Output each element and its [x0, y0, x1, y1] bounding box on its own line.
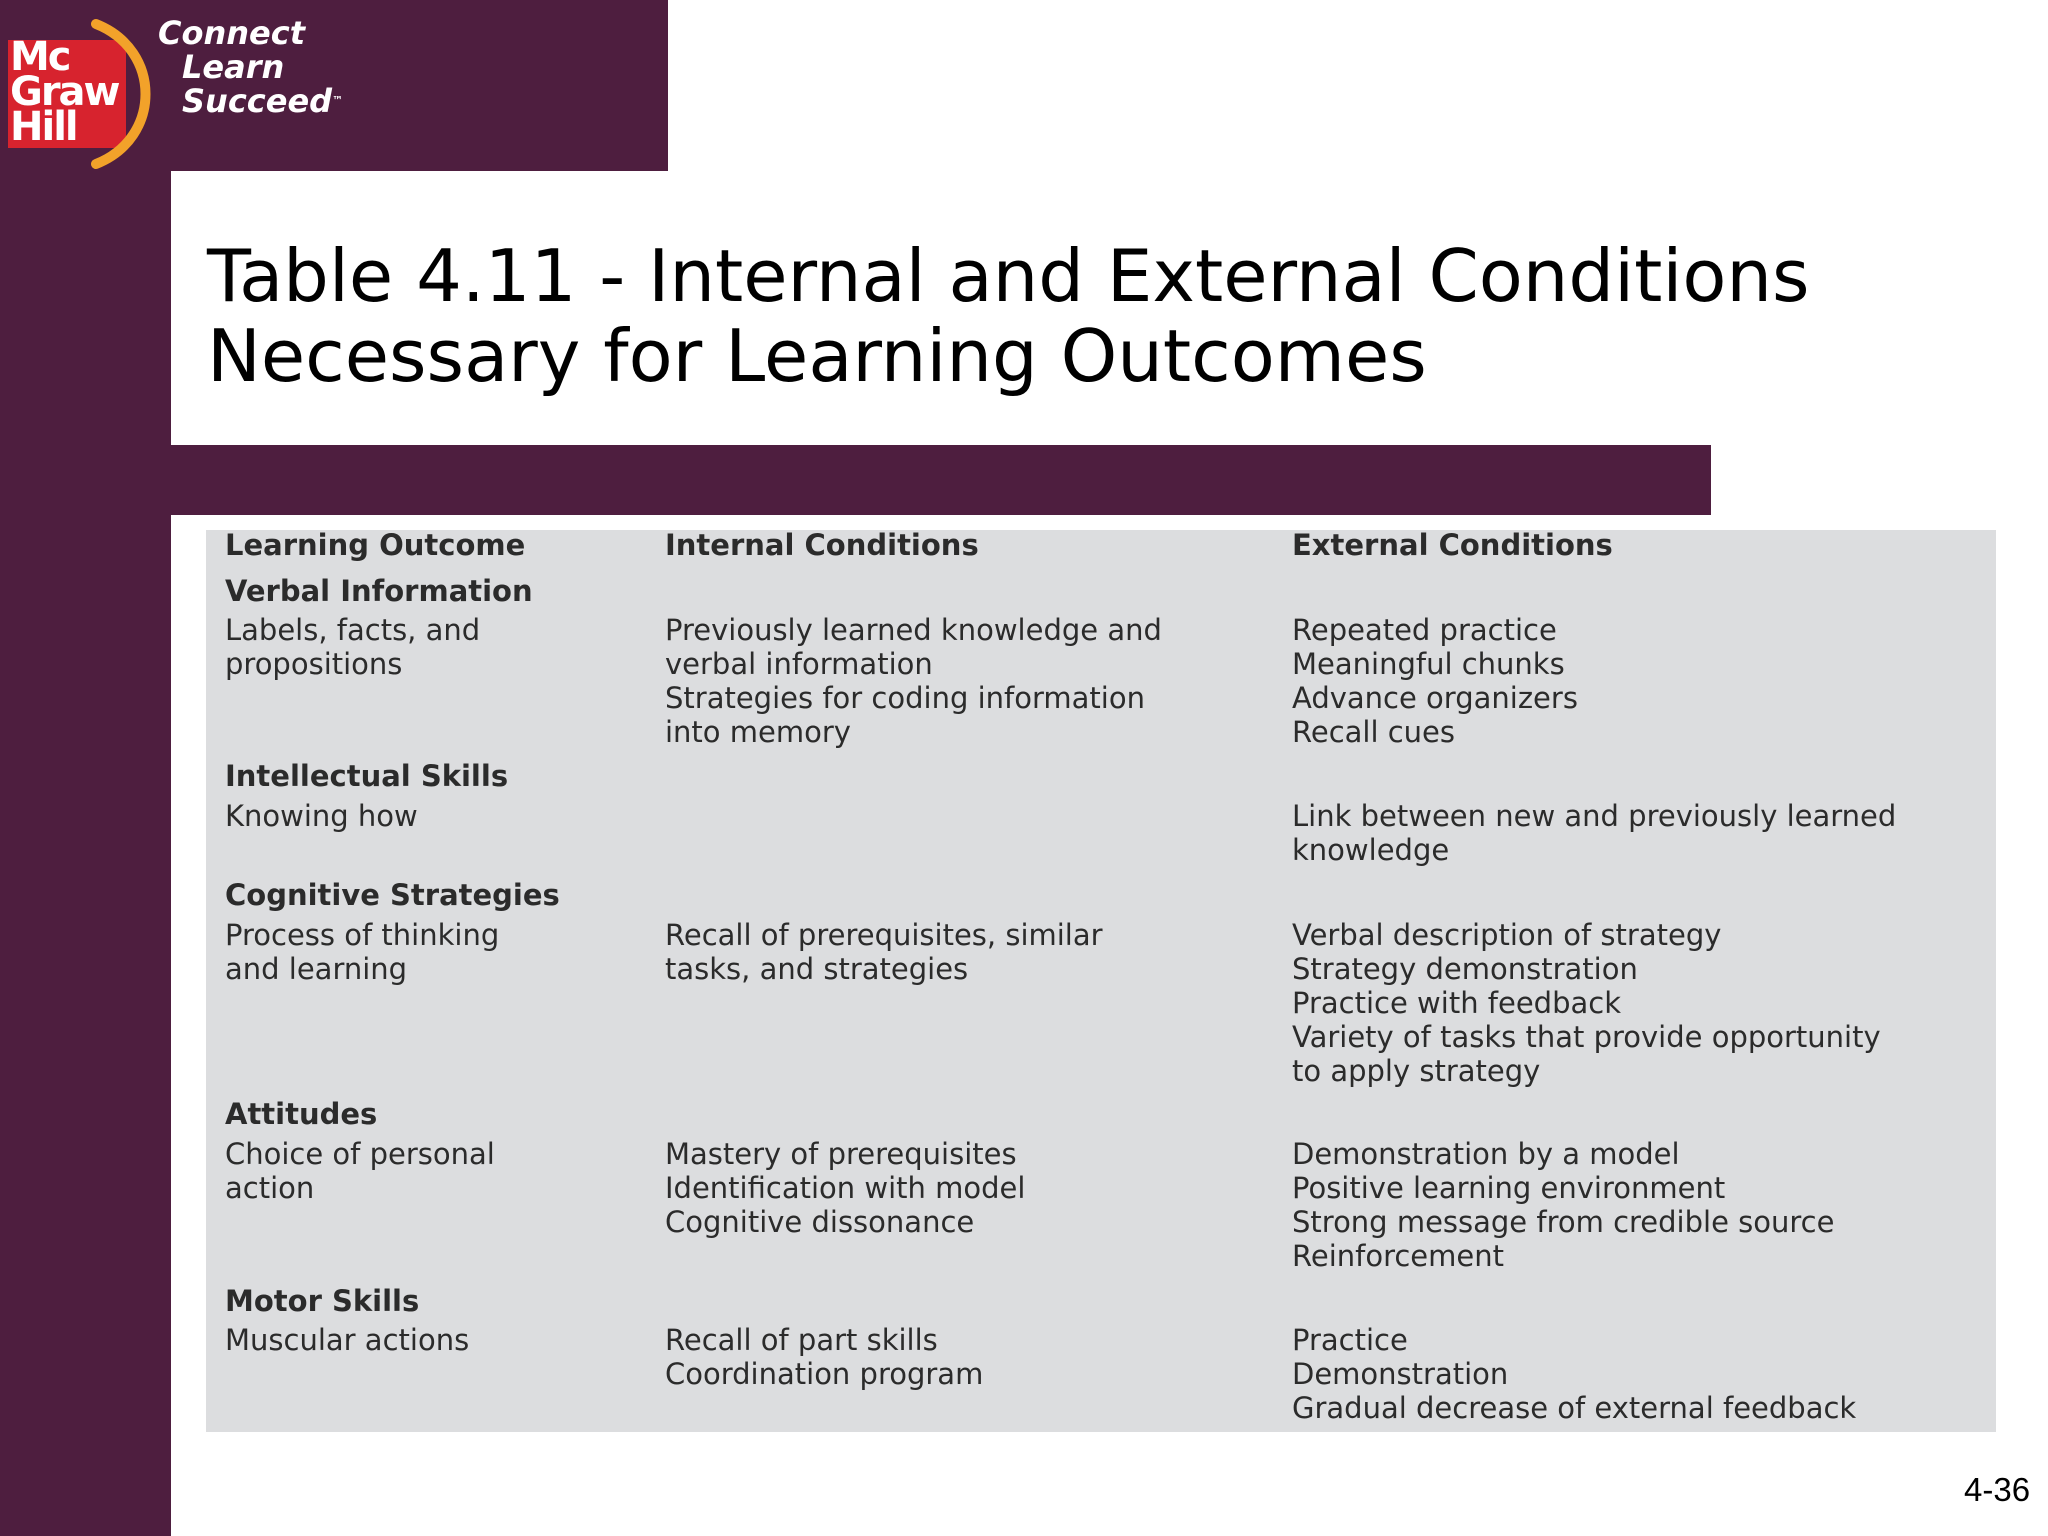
external-conditions-cell: Link between new and previously learned knowledge [1292, 799, 1897, 867]
divider-band [171, 445, 1711, 515]
internal-conditions-cell: Mastery of prerequisites Identification with model Cognitive dissonance [665, 1137, 1026, 1239]
logo-brand-line: Hill [10, 104, 77, 150]
column-header-external-conditions: External Conditions [1292, 528, 1613, 562]
external-conditions-cell: Verbal description of strategy Strategy demonstration Practice with feedback Variety of tasks that provide opportunity to apply strategy [1292, 918, 1881, 1088]
tagline-succeed: Succeed [182, 82, 333, 120]
slide-title-line-1: Table 4.11 - Internal and External Conditions [207, 234, 1810, 318]
column-header-learning-outcome: Learning Outcome [225, 528, 526, 562]
tagline-connect: Connect [158, 14, 305, 52]
logo-brand-line: Graw [10, 69, 119, 115]
internal-conditions-cell: Recall of prerequisites, similar tasks, and strategies [665, 918, 1103, 986]
tagline-succeed-row [158, 84, 343, 118]
mcgraw-hill-logo [0, 0, 352, 171]
internal-conditions-cell: Previously learned knowledge and verbal information Strategies for coding information into memory [665, 613, 1162, 749]
outcome-cell: Choice of personal action [225, 1137, 495, 1205]
outcome-cell: Process of thinking and learning [225, 918, 500, 986]
logo-tagline [158, 16, 343, 118]
page-number: 4-36 [1964, 1471, 2031, 1508]
internal-conditions-cell: Recall of part skills Coordination program [665, 1323, 984, 1391]
left-sidebar-band [0, 0, 171, 1536]
category-cognitive-strategies: Cognitive Strategies [225, 878, 560, 912]
outcome-cell: Muscular actions [225, 1323, 470, 1357]
category-intellectual-skills: Intellectual Skills [225, 759, 509, 793]
logo-brand-text [10, 34, 130, 150]
tagline-learn: Learn [182, 48, 285, 86]
trademark-mark: ™ [332, 94, 344, 107]
slide-title-line-2: Necessary for Learning Outcomes [207, 314, 1427, 398]
category-motor-skills: Motor Skills [225, 1284, 420, 1318]
external-conditions-cell: Demonstration by a model Positive learning environment Strong message from credible source Reinforcement [1292, 1137, 1835, 1273]
outcome-cell: Knowing how [225, 799, 418, 833]
category-verbal-information: Verbal Information [225, 574, 533, 608]
external-conditions-cell: Repeated practice Meaningful chunks Advance organizers Recall cues [1292, 613, 1578, 749]
category-attitudes: Attitudes [225, 1097, 378, 1131]
slide-title [207, 236, 2007, 396]
outcome-cell: Labels, facts, and propositions [225, 613, 481, 681]
column-header-internal-conditions: Internal Conditions [665, 528, 979, 562]
logo-brand-line: Mc [10, 34, 70, 80]
external-conditions-cell: Practice Demonstration Gradual decrease of external feedback [1292, 1323, 1857, 1425]
